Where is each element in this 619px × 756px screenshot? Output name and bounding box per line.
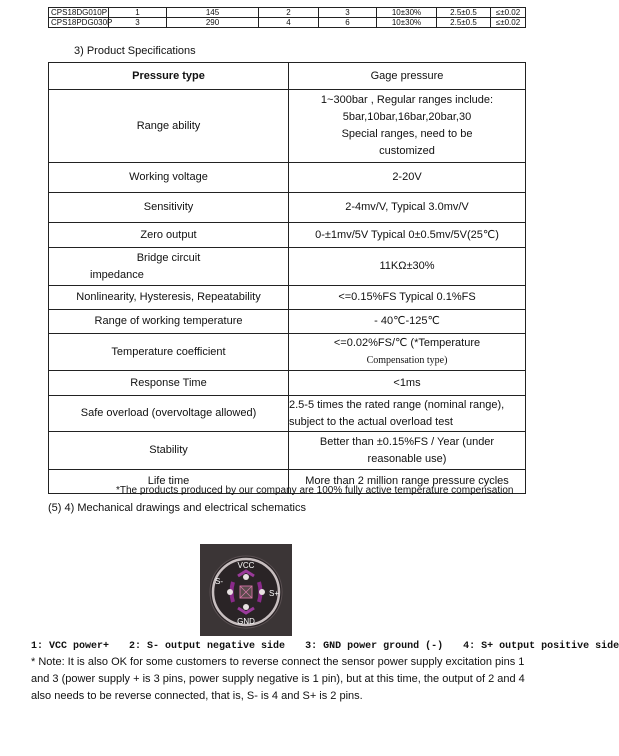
table-header-row	[49, 63, 526, 90]
table-cell: ≤±0.02	[491, 18, 526, 28]
reverse-connection-note: * Note: It is also OK for some customers to reverse connect the sensor power supply excitation pins 1 and 3 (power supply + is 3 pins, power supply negative is 1 pin), but at this time, the output of 2 and 4 also needs to be reverse connected, that is, S- is 4 and S+ is 2 pins.	[31, 656, 525, 702]
sensor-pinout-diagram	[200, 544, 292, 636]
table-cell: 4	[259, 18, 319, 28]
label-stability: Stability	[49, 432, 289, 470]
label-zero-output: Zero output	[49, 223, 289, 248]
pin-vcc	[243, 574, 249, 580]
label-life-time: Life time	[49, 470, 289, 494]
table-cell: 2	[259, 8, 319, 18]
overload-line: 2.5-5 times the rated range (nominal range),	[289, 398, 505, 411]
table-row	[49, 223, 526, 248]
table-cell: 2.5±0.5	[437, 18, 491, 28]
range-line: 1~300bar , Regular ranges include:	[320, 94, 494, 106]
pin-legend	[31, 640, 619, 653]
section-title-product-specs: 3) Product Specifications	[74, 45, 196, 57]
range-line: customized	[379, 145, 435, 157]
bridge-label-line: impedance	[90, 268, 144, 281]
value-temp-coeff	[289, 334, 526, 371]
label-s-minus: S-	[215, 577, 223, 586]
stability-line: reasonable use)	[367, 452, 447, 465]
table-row	[49, 432, 526, 470]
table-cell: 145	[167, 8, 259, 18]
label-sensitivity: Sensitivity	[49, 193, 289, 223]
pinout-svg	[200, 544, 292, 636]
value-response-time: <1ms	[289, 371, 526, 396]
label-vcc: VCC	[237, 561, 255, 570]
label-temp-coeff: Temperature coefficient	[49, 334, 289, 371]
spec-table	[48, 62, 526, 494]
table-cell: CPS18DG010P	[49, 8, 109, 18]
table-cell: 10±30%	[377, 18, 437, 28]
pin-legend-2: 2: S- output negative side	[129, 641, 286, 652]
table-row	[49, 18, 526, 28]
table-cell: 10±30%	[377, 8, 437, 18]
value-working-voltage: 2-20V	[289, 163, 526, 193]
pin-legend-3: 3: GND power ground (-)	[305, 641, 444, 652]
table-cell: 6	[319, 18, 377, 28]
stability-line: Better than ±0.15%FS / Year (under	[319, 435, 495, 448]
table-cell: 1	[109, 8, 167, 18]
table-row	[49, 334, 526, 371]
value-zero-output: 0-±1mv/5V Typical 0±0.5mv/5V(25℃)	[289, 223, 526, 248]
temp-coeff-line: Compensation type)	[366, 355, 448, 366]
range-line: 5bar,10bar,16bar,20bar,30	[342, 111, 472, 123]
value-stability	[289, 432, 526, 470]
table-cell: ≤±0.02	[491, 8, 526, 18]
label-s-plus: S+	[268, 589, 280, 598]
label-safe-overload: Safe overload (overvoltage allowed)	[49, 396, 289, 432]
section-title-mechanical: (5) 4) Mechanical drawings and electrical schematics	[48, 502, 306, 514]
table-row	[49, 90, 526, 163]
value-range-ability	[289, 90, 526, 163]
label-temp-range: Range of working temperature	[49, 310, 289, 334]
table-row	[49, 163, 526, 193]
range-line: Special ranges, need to be	[341, 128, 473, 140]
pin-s-plus	[259, 589, 265, 595]
table-row	[49, 193, 526, 223]
value-nonlinearity: <=0.15%FS Typical 0.1%FS	[289, 286, 526, 310]
label-response-time: Response Time	[49, 371, 289, 396]
temp-coeff-line: <=0.02%FS/℃ (*Temperature	[333, 337, 481, 349]
pin-legend-4: 4: S+ output positive side	[463, 641, 619, 652]
table-row	[49, 248, 526, 286]
table-row	[49, 371, 526, 396]
table-row	[49, 396, 526, 432]
table-cell: 290	[167, 18, 259, 28]
value-safe-overload	[289, 396, 526, 432]
table-row	[49, 286, 526, 310]
value-sensitivity: 2-4mv/V, Typical 3.0mv/V	[289, 193, 526, 223]
value-life-time: More than 2 million range pressure cycles	[289, 470, 526, 494]
pin-s-minus	[227, 589, 233, 595]
table-cell: 3	[109, 18, 167, 28]
label-gnd: GND	[237, 617, 255, 626]
value-temp-range: - 40℃-125℃	[289, 310, 526, 334]
header-pressure-type: Pressure type	[49, 63, 289, 90]
table-cell: 2.5±0.5	[437, 8, 491, 18]
overload-line: subject to the actual overload test	[289, 415, 453, 428]
value-bridge-circuit: 11KΩ±30%	[289, 248, 526, 286]
label-working-voltage: Working voltage	[49, 163, 289, 193]
header-gage-pressure: Gage pressure	[289, 63, 526, 90]
pin-legend-1: 1: VCC power+	[31, 641, 110, 652]
table-row	[49, 8, 526, 18]
label-bridge-circuit	[49, 248, 289, 286]
pin-gnd	[243, 604, 249, 610]
bridge-label-line: Bridge circuit	[136, 251, 201, 264]
label-range-ability: Range ability	[49, 90, 289, 163]
compensation-footnote: *The products produced by our company are 100% fully active temperature compensation	[116, 485, 514, 496]
table-row	[49, 310, 526, 334]
table-cell: 3	[319, 8, 377, 18]
label-nonlinearity: Nonlinearity, Hysteresis, Repeatability	[49, 286, 289, 310]
model-table	[48, 7, 526, 28]
table-cell: CPS18PDG030P	[49, 18, 109, 28]
